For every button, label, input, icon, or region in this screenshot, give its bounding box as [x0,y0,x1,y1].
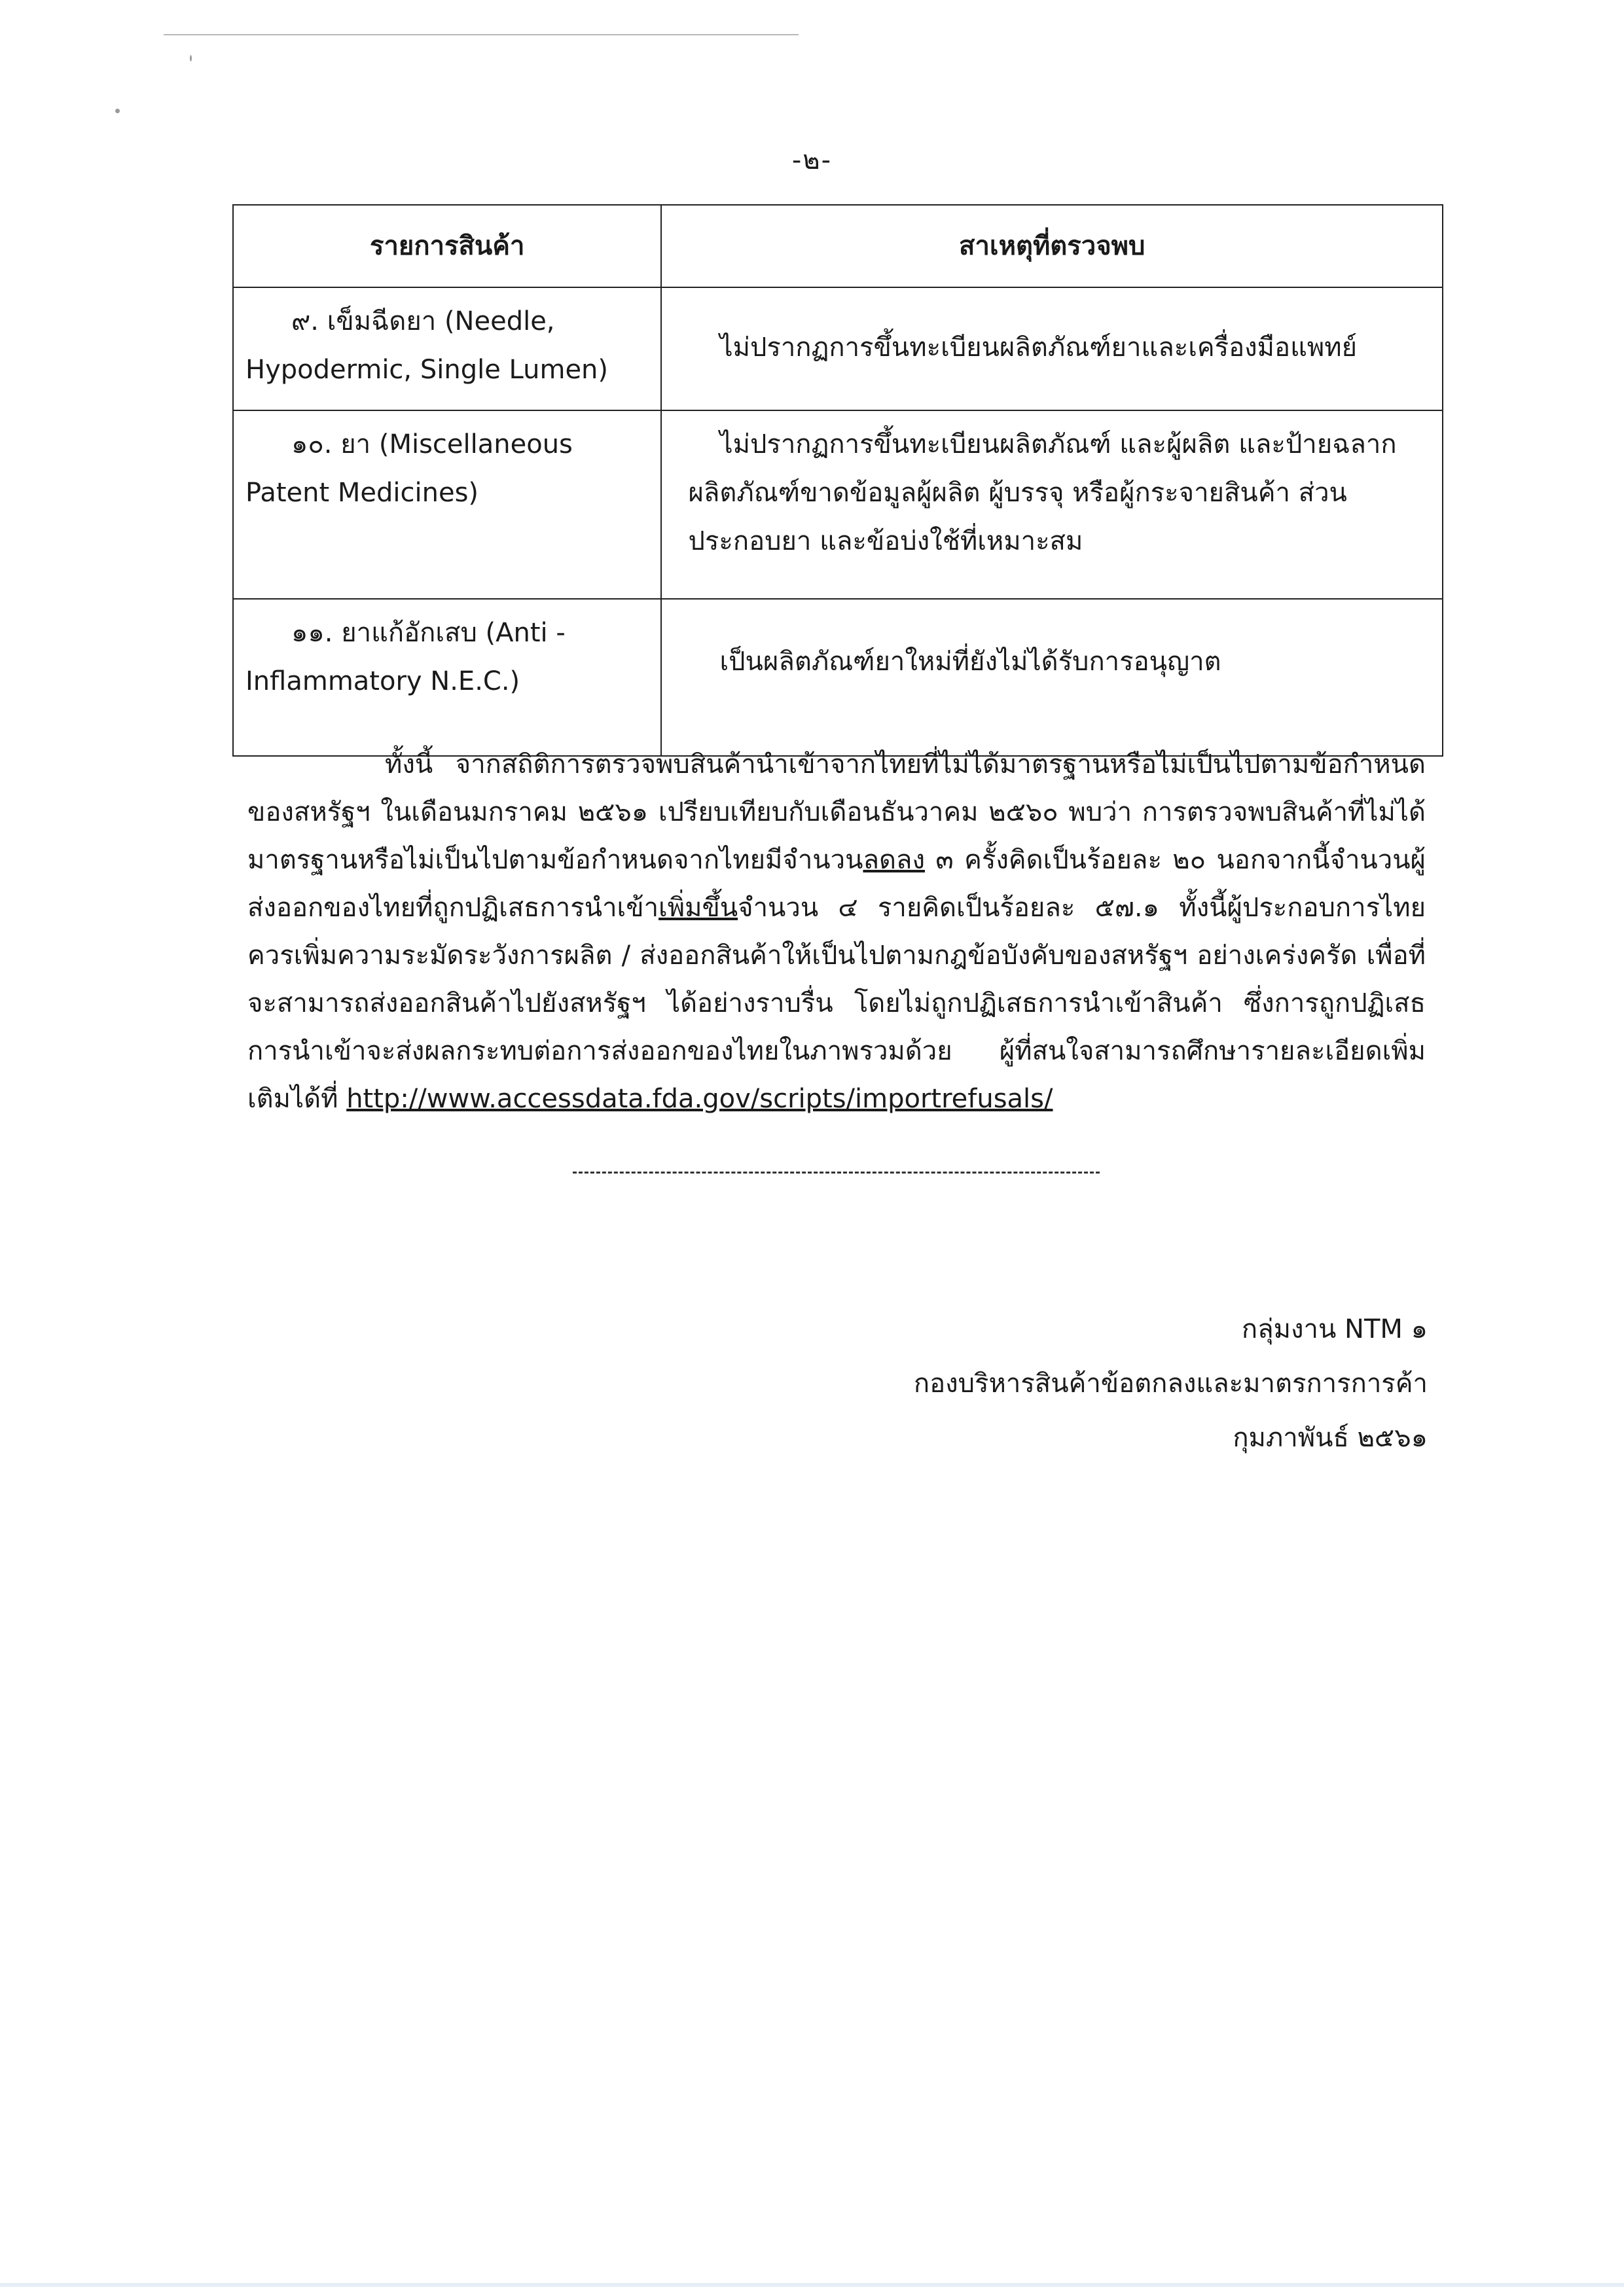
product-name-line: ๑๐. ยา (Miscellaneous [291,429,573,459]
reason-text: ไม่ปรากฏการขึ้นทะเบียนผลิตภัณฑ์ยาและเครื่องมือแพทย์ [719,332,1358,363]
table-row [233,410,1443,599]
reason-text: ไม่ปรากฏการขึ้นทะเบียนผลิตภัณฑ์ และผู้ผลิต และป้ายฉลาก ผลิตภัณฑ์ขาดข้อมูลผู้ผลิต ผู้บรรจุ หรือผู้กระจายสินค้า ส่วนประกอบยา และข้อบ่งใช้ที่เหมาะสม [688,429,1397,556]
scan-artifact-line [164,34,799,35]
reason-cell [661,287,1443,410]
summary-paragraph [247,741,1426,1123]
header-reason: สาเหตุที่ตรวจพบ [661,205,1443,287]
product-name-line: ๙. เข็มฉีดยา (Needle, [291,306,555,336]
product-name-line: Patent Medicines) [245,478,479,508]
paragraph-text: จำนวน ๔ รายคิดเป็นร้อยละ ๕๗.๑ ทั้งนี้ผู้ประกอบการไทยควรเพิ่มความระมัดระวังการผลิต / ส่งออกสินค้าให้เป็นไปตามกฎข้อบังคับของสหรัฐฯ อย่างเคร่งครัด เพื่อที่จะสามารถส่งออกสินค้าไปยังสหรัฐฯ ได้อย่างราบรื่น โดยไม่ถูกปฏิเสธการนำเข้าสินค้า ซึ่งการถูกปฏิเสธการนำเข้าจะส่งผลกระทบต่อการส่งออกของไทยในภาพรวมด้วย ผู้ที่สนใจสามารถศึกษารายละเอียดเพิ่มเติมได้ที่ [247,893,1426,1114]
product-table [232,204,1443,757]
scan-speck [190,55,192,62]
product-name-line: Inflammatory N.E.C.) [245,666,520,696]
increase-emphasis: เพิ่มขึ้น [659,893,738,923]
reason-cell [661,410,1443,599]
product-cell [233,287,661,410]
product-name-line: ๑๑. ยาแก้อักเสบ (Anti - [291,618,566,648]
reason-cell [661,599,1443,756]
product-cell [233,599,661,756]
signature-department: กองบริหารสินค้าข้อตกลงและมาตรการการค้า [913,1369,1428,1399]
signature-date: กุมภาพันธ์ ๒๕๖๑ [1233,1423,1428,1453]
decrease-emphasis: ลดลง [863,845,925,875]
fda-import-refusals-link[interactable]: http://www.accessdata.fda.gov/scripts/importrefusals/ [346,1084,1053,1114]
paragraph-text: ๓ ครั้งคิดเป็นร้อยละ ๒๐ นอกจากนี้จำนวนผู้ส่งออกของไทยที่ถูกปฏิเสธการนำเข้า [247,845,1426,923]
product-cell [233,410,661,599]
signature-unit: กลุ่มงาน NTM ๑ [1241,1314,1428,1344]
table-header-row [233,205,1443,287]
scan-edge [0,2283,1624,2287]
reason-text: เป็นผลิตภัณฑ์ยาใหม่ที่ยังไม่ได้รับการอนุญาต [719,647,1221,677]
dashed-divider [573,1172,1100,1174]
scan-speck [115,109,120,113]
table-row [233,287,1443,410]
header-product: รายการสินค้า [233,205,661,287]
signature-block [914,1302,1428,1465]
table-row [233,599,1443,756]
page-number: -๒- [791,145,833,175]
product-name-line: Hypodermic, Single Lumen) [245,355,609,385]
paragraph-text: ทั้งนี้ จากสถิติการตรวจพบสินค้านำเข้าจากไทยที่ไม่ได้มาตรฐานหรือไม่เป็นไปตามข้อกำหนดของสหรัฐฯ ในเดือนมกราคม ๒๕๖๑ เปรียบเทียบกับเดือนธันวาคม ๒๕๖๐ พบว่า การตรวจพบสินค้าที่ไม่ได้มาตรฐานหรือไม่เป็นไปตามข้อกำหนดจากไทยมีจำนวน [247,749,1426,875]
